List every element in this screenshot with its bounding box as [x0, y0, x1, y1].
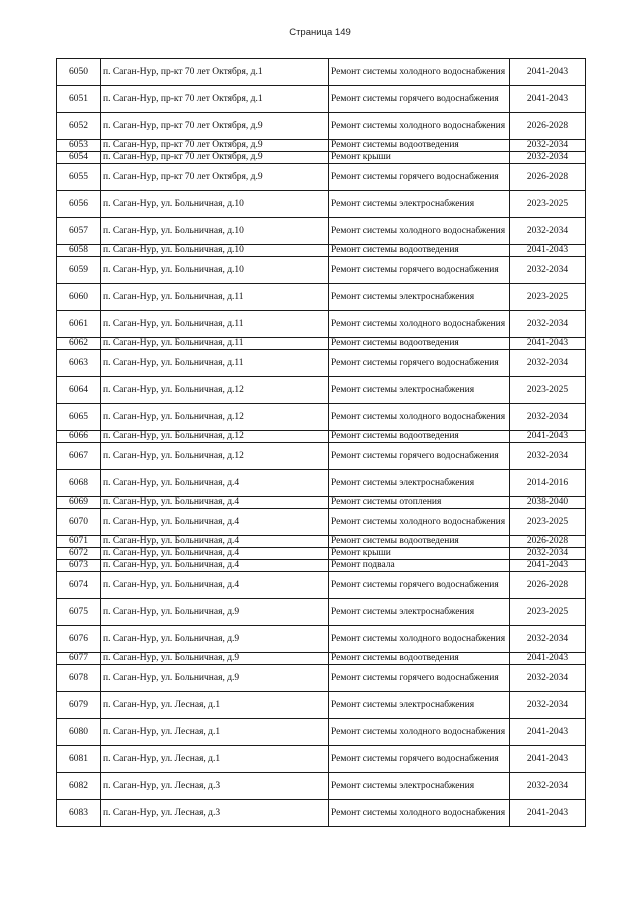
table-row — [57, 284, 586, 311]
table-row — [57, 665, 586, 692]
row-address: п. Саган-Нур, ул. Больничная, д.12 — [101, 377, 329, 404]
row-number: 6068 — [57, 470, 101, 497]
row-number: 6073 — [57, 560, 101, 572]
row-period: 2032-2034 — [510, 404, 586, 431]
row-work-type: Ремонт системы водоотведения — [329, 140, 510, 152]
row-work-type: Ремонт системы электроснабжения — [329, 284, 510, 311]
row-address: п. Саган-Нур, ул. Больничная, д.9 — [101, 665, 329, 692]
row-number: 6077 — [57, 653, 101, 665]
row-work-type: Ремонт системы горячего водоснабжения — [329, 257, 510, 284]
table-row — [57, 497, 586, 509]
row-work-type: Ремонт системы водоотведения — [329, 338, 510, 350]
row-period: 2041-2043 — [510, 746, 586, 773]
row-address: п. Саган-Нур, ул. Лесная, д.1 — [101, 719, 329, 746]
row-work-type: Ремонт системы холодного водоснабжения — [329, 719, 510, 746]
row-address: п. Саган-Нур, ул. Больничная, д.11 — [101, 338, 329, 350]
row-work-type: Ремонт системы холодного водоснабжения — [329, 59, 510, 86]
row-number: 6070 — [57, 509, 101, 536]
row-work-type: Ремонт системы холодного водоснабжения — [329, 509, 510, 536]
row-address: п. Саган-Нур, ул. Больничная, д.9 — [101, 599, 329, 626]
table-row — [57, 218, 586, 245]
table-row — [57, 572, 586, 599]
row-period: 2032-2034 — [510, 773, 586, 800]
row-number: 6064 — [57, 377, 101, 404]
row-number: 6082 — [57, 773, 101, 800]
row-address: п. Саган-Нур, пр-кт 70 лет Октября, д.1 — [101, 59, 329, 86]
row-period: 2026-2028 — [510, 113, 586, 140]
row-address: п. Саган-Нур, пр-кт 70 лет Октября, д.9 — [101, 164, 329, 191]
row-work-type: Ремонт системы отопления — [329, 497, 510, 509]
table-row — [57, 377, 586, 404]
row-address: п. Саган-Нур, ул. Больничная, д.4 — [101, 548, 329, 560]
row-number: 6075 — [57, 599, 101, 626]
row-period: 2041-2043 — [510, 86, 586, 113]
row-period: 2032-2034 — [510, 548, 586, 560]
row-address: п. Саган-Нур, ул. Больничная, д.4 — [101, 509, 329, 536]
row-number: 6060 — [57, 284, 101, 311]
row-address: п. Саган-Нур, ул. Лесная, д.1 — [101, 746, 329, 773]
works-table-body — [57, 59, 586, 827]
row-address: п. Саган-Нур, ул. Больничная, д.11 — [101, 284, 329, 311]
row-work-type: Ремонт системы горячего водоснабжения — [329, 164, 510, 191]
row-number: 6076 — [57, 626, 101, 653]
table-row — [57, 245, 586, 257]
row-work-type: Ремонт системы холодного водоснабжения — [329, 113, 510, 140]
row-work-type: Ремонт системы водоотведения — [329, 653, 510, 665]
row-work-type: Ремонт системы холодного водоснабжения — [329, 404, 510, 431]
page-header: Страница 149 — [289, 27, 351, 38]
row-period: 2026-2028 — [510, 572, 586, 599]
row-address: п. Саган-Нур, ул. Больничная, д.12 — [101, 431, 329, 443]
row-period: 2032-2034 — [510, 350, 586, 377]
row-period: 2032-2034 — [510, 140, 586, 152]
row-number: 6058 — [57, 245, 101, 257]
row-period: 2041-2043 — [510, 653, 586, 665]
table-row — [57, 431, 586, 443]
row-work-type: Ремонт системы электроснабжения — [329, 377, 510, 404]
row-period: 2038-2040 — [510, 497, 586, 509]
row-work-type: Ремонт крыши — [329, 548, 510, 560]
row-period: 2041-2043 — [510, 800, 586, 827]
row-work-type: Ремонт системы холодного водоснабжения — [329, 311, 510, 338]
table-row — [57, 140, 586, 152]
row-period: 2041-2043 — [510, 719, 586, 746]
table-row — [57, 152, 586, 164]
table-row — [57, 626, 586, 653]
table-row — [57, 311, 586, 338]
row-number: 6083 — [57, 800, 101, 827]
row-number: 6061 — [57, 311, 101, 338]
row-address: п. Саган-Нур, пр-кт 70 лет Октября, д.9 — [101, 113, 329, 140]
table-row — [57, 800, 586, 827]
row-work-type: Ремонт подвала — [329, 560, 510, 572]
row-period: 2026-2028 — [510, 164, 586, 191]
row-work-type: Ремонт системы горячего водоснабжения — [329, 86, 510, 113]
row-number: 6065 — [57, 404, 101, 431]
table-row — [57, 164, 586, 191]
row-address: п. Саган-Нур, ул. Больничная, д.12 — [101, 443, 329, 470]
row-work-type: Ремонт системы горячего водоснабжения — [329, 572, 510, 599]
row-address: п. Саган-Нур, ул. Больничная, д.4 — [101, 572, 329, 599]
row-number: 6081 — [57, 746, 101, 773]
row-period: 2041-2043 — [510, 431, 586, 443]
row-work-type: Ремонт системы горячего водоснабжения — [329, 665, 510, 692]
row-number: 6053 — [57, 140, 101, 152]
row-period: 2041-2043 — [510, 59, 586, 86]
table-row — [57, 599, 586, 626]
row-address: п. Саган-Нур, ул. Больничная, д.11 — [101, 311, 329, 338]
table-row — [57, 470, 586, 497]
row-period: 2041-2043 — [510, 245, 586, 257]
table-row — [57, 113, 586, 140]
row-number: 6054 — [57, 152, 101, 164]
row-number: 6067 — [57, 443, 101, 470]
row-address: п. Саган-Нур, ул. Больничная, д.10 — [101, 218, 329, 245]
row-work-type: Ремонт системы электроснабжения — [329, 773, 510, 800]
row-work-type: Ремонт системы горячего водоснабжения — [329, 443, 510, 470]
row-number: 6080 — [57, 719, 101, 746]
row-period: 2023-2025 — [510, 599, 586, 626]
row-address: п. Саган-Нур, ул. Больничная, д.9 — [101, 653, 329, 665]
table-row — [57, 773, 586, 800]
row-address: п. Саган-Нур, ул. Лесная, д.3 — [101, 773, 329, 800]
table-row — [57, 719, 586, 746]
row-number: 6072 — [57, 548, 101, 560]
table-row — [57, 560, 586, 572]
row-number: 6062 — [57, 338, 101, 350]
row-work-type: Ремонт системы горячего водоснабжения — [329, 350, 510, 377]
row-work-type: Ремонт системы электроснабжения — [329, 470, 510, 497]
row-work-type: Ремонт системы водоотведения — [329, 245, 510, 257]
row-address: п. Саган-Нур, пр-кт 70 лет Октября, д.9 — [101, 152, 329, 164]
row-period: 2041-2043 — [510, 338, 586, 350]
table-row — [57, 191, 586, 218]
row-number: 6071 — [57, 536, 101, 548]
table-row — [57, 443, 586, 470]
table-row — [57, 653, 586, 665]
row-address: п. Саган-Нур, ул. Больничная, д.4 — [101, 536, 329, 548]
row-work-type: Ремонт системы горячего водоснабжения — [329, 746, 510, 773]
row-address: п. Саган-Нур, ул. Лесная, д.1 — [101, 692, 329, 719]
row-period: 2032-2034 — [510, 311, 586, 338]
row-number: 6059 — [57, 257, 101, 284]
row-address: п. Саган-Нур, ул. Больничная, д.10 — [101, 257, 329, 284]
row-period: 2023-2025 — [510, 284, 586, 311]
row-work-type: Ремонт системы холодного водоснабжения — [329, 626, 510, 653]
row-work-type: Ремонт системы водоотведения — [329, 536, 510, 548]
row-address: п. Саган-Нур, ул. Больничная, д.10 — [101, 245, 329, 257]
row-work-type: Ремонт системы холодного водоснабжения — [329, 800, 510, 827]
table-row — [57, 509, 586, 536]
row-number: 6074 — [57, 572, 101, 599]
row-number: 6052 — [57, 113, 101, 140]
row-number: 6078 — [57, 665, 101, 692]
table-row — [57, 548, 586, 560]
row-number: 6055 — [57, 164, 101, 191]
table-row — [57, 692, 586, 719]
row-address: п. Саган-Нур, ул. Больничная, д.4 — [101, 497, 329, 509]
row-period: 2023-2025 — [510, 377, 586, 404]
row-work-type: Ремонт системы электроснабжения — [329, 692, 510, 719]
row-period: 2023-2025 — [510, 191, 586, 218]
row-period: 2032-2034 — [510, 665, 586, 692]
row-address: п. Саган-Нур, ул. Больничная, д.4 — [101, 560, 329, 572]
row-period: 2023-2025 — [510, 509, 586, 536]
table-row — [57, 404, 586, 431]
row-address: п. Саган-Нур, ул. Больничная, д.10 — [101, 191, 329, 218]
row-address: п. Саган-Нур, пр-кт 70 лет Октября, д.9 — [101, 140, 329, 152]
row-period: 2032-2034 — [510, 257, 586, 284]
table-row — [57, 746, 586, 773]
table-row — [57, 350, 586, 377]
row-period: 2032-2034 — [510, 626, 586, 653]
row-period: 2026-2028 — [510, 536, 586, 548]
row-number: 6066 — [57, 431, 101, 443]
table-row — [57, 86, 586, 113]
row-period: 2032-2034 — [510, 218, 586, 245]
row-address: п. Саган-Нур, ул. Больничная, д.11 — [101, 350, 329, 377]
row-period: 2041-2043 — [510, 560, 586, 572]
works-table — [56, 58, 586, 827]
row-address: п. Саган-Нур, ул. Лесная, д.3 — [101, 800, 329, 827]
row-number: 6079 — [57, 692, 101, 719]
row-period: 2032-2034 — [510, 443, 586, 470]
table-row — [57, 536, 586, 548]
row-work-type: Ремонт крыши — [329, 152, 510, 164]
row-number: 6057 — [57, 218, 101, 245]
row-address: п. Саган-Нур, пр-кт 70 лет Октября, д.1 — [101, 86, 329, 113]
row-work-type: Ремонт системы электроснабжения — [329, 599, 510, 626]
table-row — [57, 59, 586, 86]
row-work-type: Ремонт системы холодного водоснабжения — [329, 218, 510, 245]
row-number: 6063 — [57, 350, 101, 377]
row-number: 6051 — [57, 86, 101, 113]
row-number: 6069 — [57, 497, 101, 509]
row-number: 6050 — [57, 59, 101, 86]
row-address: п. Саган-Нур, ул. Больничная, д.12 — [101, 404, 329, 431]
row-period: 2014-2016 — [510, 470, 586, 497]
row-period: 2032-2034 — [510, 692, 586, 719]
row-work-type: Ремонт системы электроснабжения — [329, 191, 510, 218]
row-period: 2032-2034 — [510, 152, 586, 164]
table-row — [57, 338, 586, 350]
table-row — [57, 257, 586, 284]
row-work-type: Ремонт системы водоотведения — [329, 431, 510, 443]
row-number: 6056 — [57, 191, 101, 218]
row-address: п. Саган-Нур, ул. Больничная, д.9 — [101, 626, 329, 653]
row-address: п. Саган-Нур, ул. Больничная, д.4 — [101, 470, 329, 497]
